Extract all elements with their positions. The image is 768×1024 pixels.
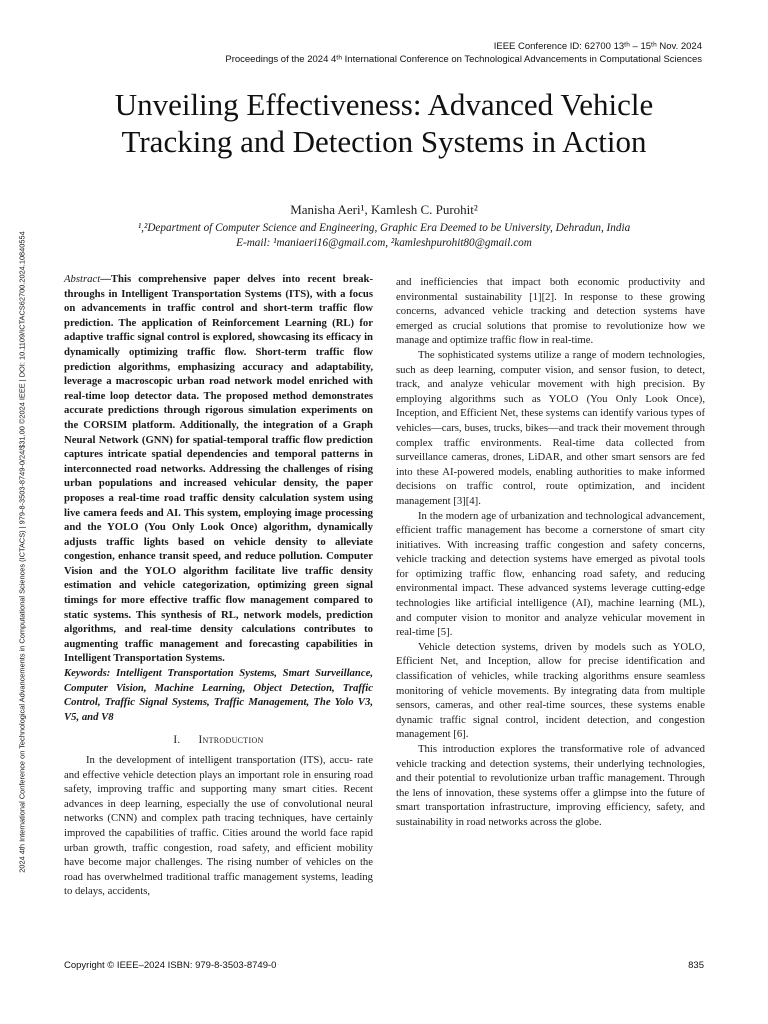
abstract-lead: Abstract: [64, 273, 101, 285]
intro-paragraph-4: Vehicle detection systems, driven by models such as YOLO, Efficient Net, and Inception, allow for precise identification and classification of vehicles, while tracking algorithms ensure seamless monitoring of vehicle movements. By integrating data from multiple sensors, cameras, and other real-time sources, these systems enable dynamic traffic signal control, incident detection, and congestion management [6].: [396, 640, 705, 741]
section-title: Introduction: [198, 734, 264, 747]
proceedings-line: Proceedings of the 2024 4ᵗʰ International Conference on Technological Advancements in Computational Sciences: [225, 54, 702, 65]
author-emails: E-mail: ¹maniaeri16@gmail.com, ²kamleshpurohit80@gmail.com: [236, 237, 532, 249]
abstract-text: —This comprehensive paper delves into recent break-throughs in Intelligent Transportation Systems (ITS), with a focus on advancements in traffic control and short-term traffic flow prediction. The application of Reinforcement Learning (RL) for adaptive traffic signal control is explored, showcasing its efficacy in dynamically optimizing traffic flow. Short-term traffic flow prediction algorithms, emphasizing accuracy and adaptability, leverage a macroscopic urban road network model enriched with real-time loop detector data. The proposed method demonstrates accurate predictions through rigorous simulation experiments on the CORSIM platform. Additionally, the integration of a Graph Neural Network (GNN) for spatial-temporal traffic flow prediction captures intricate spatial dependencies and temporal patterns in interconnected road networks. Addressing the challenges of rising urban populations and increased vehicular density, the paper proposes a real-time road traffic density calculation system using live camera feeds and AI. This system, employing image processing and the YOLO (You Only Look Once) algorithm, dynamically adjusts traffic lights based on vehicle density to alleviate congestion, enhance transit speed, and reduce pollution. Computer Vision and the YOLO algorithm facilitate live traffic density estimation and vehicle categorization, optimizing green signal timings for more effective traffic flow management compared to static systems. This synthesis of RL, network models, prediction algorithms, and real-time density calculations contributes to augmenting traffic management and forecasting capabilities in Intelligent Transportation Systems.: [64, 273, 373, 665]
paper-title: [64, 86, 704, 160]
copyright-line: Copyright © IEEE–2024 ISBN: 979-8-3503-8749-0: [64, 960, 277, 971]
abstract: [64, 272, 373, 666]
page-number: 835: [688, 960, 704, 971]
intro-paragraph-3: In the modern age of urbanization and technological advancement, efficient traffic management has become a cornerstone of smart city initiatives. With increasing traffic congestion and safety concerns, vehicle tracking and detection systems have emerged as pivotal tools for optimizing traffic flow, enhancing road safety, and reducing environmental impact. These advanced systems leverage cutting-edge technologies like artificial intelligence (AI), machine learning (ML), and computer vision to monitor and analyze vehicular movement in real-time [5].: [396, 509, 705, 639]
intro-paragraph-2: The sophisticated systems utilize a range of modern technologies, such as deep learning, computer vision, and sensor fusion, to detect, track, and analyze vehicular movement with high precision. By employing algorithms such as YOLO (You Only Look Once), Inception, and Efficient Net, these systems can identify various types of vehicles—cars, buses, trucks, bikes—and track their movement through complex traffic environments. Real-time data collected from surveillance cameras, drones, LiDAR, and other smart sensors are fed into these AI-powered models, enabling authorities to make informed decisions on traffic control, route optimization, and incident management [3][4].: [396, 348, 705, 507]
author-list: Manisha Aeri¹, Kamlesh C. Purohit²: [290, 202, 478, 217]
intro-paragraph-1: In the development of intelligent transportation (ITS), accu- rate and effective vehicle detection plays an important role in ensuring road safety, improving traffic and supporting many smart cities. Recent advances in deep learning, especially the use of convolutional neural networks (CNN) and complex path tracing techniques, have certainly improved the capabilities of traffic. Cities around the world face rapid urban growth, traffic congestion, road safety, and efficient mobility have become major challenges. The rising number of vehicles on the road has overwhelmed traditional traffic management systems, leading to delays, accidents,: [64, 754, 373, 898]
intro-paragraph-5: This introduction explores the transformative role of advanced vehicle tracking and detection systems, their underlying technologies, and their potential to revolutionize urban traffic management. Through the lens of innovation, these systems offer a glimpse into the future of smart transportation infrastructure, improving efficiency, safety, and sustainability in road networks across the globe.: [396, 743, 705, 828]
affiliation: ¹,²Department of Computer Science and Engineering, Graphic Era Deemed to be University, Dehradun, India: [137, 222, 631, 234]
page-footer: [64, 960, 704, 971]
section-number: I.: [173, 734, 181, 747]
title-line-1: Unveiling Effectiveness: Advanced Vehicle: [114, 87, 654, 122]
conference-id: IEEE Conference ID: 62700 13ᵗʰ – 15ᵗʰ Nov. 2024: [493, 41, 702, 52]
keywords: Keywords: Intelligent Transportation Systems, Smart Surveillance, Computer Vision, Machine Learning, Object Detection, Traffic Control, Traffic Signal Systems, Traffic Management, The Yolo V3, V5, and V8: [64, 667, 373, 723]
conference-header: [62, 40, 702, 66]
side-margin-citation: [15, 132, 28, 972]
intro-paragraph-continued: and inefficiencies that impact both economic productivity and environmental sustainability [1][2]. In response to these growing concerns, advanced vehicle tracking and detection systems have emerged as crucial solutions that promise to revolutionize how we manage and optimize traffic flow in real-time.: [396, 276, 705, 347]
title-line-2: Tracking and Detection Systems in Action: [121, 124, 647, 159]
affiliation-block: [64, 221, 704, 251]
left-column: [64, 272, 373, 899]
right-column: [396, 275, 705, 830]
side-citation-text: 2024 4th International Conference on Technological Advancements in Computational Sciences (ICTACS) | 979-8-3503-8749-0/24/$31.00 ©2024 IEEE | DOI: 10.1109/ICTACS62700.2024.10840554: [17, 231, 26, 873]
section-heading: [64, 733, 373, 748]
